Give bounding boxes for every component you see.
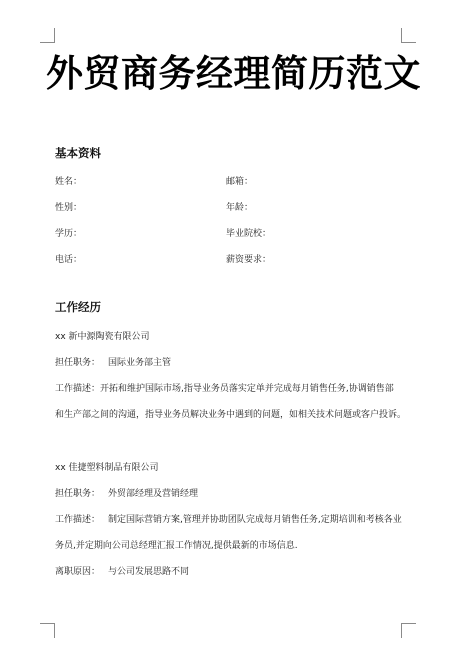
salary-label: 薪资要求： [226, 255, 272, 265]
school-label: 毕业院校： [226, 229, 272, 239]
job-2-position-label: 担任职务： [55, 489, 101, 499]
document-title: 外贸商务经理简历范文 [46, 52, 421, 95]
name-label: 姓名： [55, 177, 83, 187]
job-2-description-label: 工作描述： [55, 515, 101, 525]
job-2-description-line-1 [55, 512, 402, 525]
job-1-description-line-1 [55, 381, 394, 394]
job-1-position-line [55, 355, 171, 368]
job-1-position-label: 担任职务： [55, 358, 101, 368]
crop-mark-bottom-left [40, 623, 55, 638]
crop-mark-top-right [401, 28, 416, 43]
email-label: 邮箱： [226, 177, 254, 187]
crop-mark-bottom-right [401, 623, 416, 638]
job-2-description-line-2: 务员,并定期向公司总经理汇报工作情况,提供最新的市场信息. [55, 541, 298, 551]
job-2-company: xx 佳捷塑料制品有限公司 [55, 463, 159, 473]
job-1-description-line-2: 和生产部之间的沟通，指导业务员解决业务中遇到的问题，如相关技术问题或客户投诉。 [55, 410, 407, 420]
section-heading-basic-info: 基本资料 [55, 146, 101, 160]
job-2-description-text-1: 制定国际营销方案,管理并协助团队完成每月销售任务,定期培训和考核各业 [108, 515, 402, 525]
job-2-position-line [55, 486, 198, 499]
education-label: 学历： [55, 229, 83, 239]
gender-label: 性别： [55, 203, 83, 213]
age-label: 年龄： [226, 203, 254, 213]
job-1-description-label: 工作描述： [55, 384, 101, 394]
job-2-leave-reason-line [55, 564, 189, 577]
job-1-position-value: 国际业务部主管 [108, 358, 172, 368]
section-heading-work-experience: 工作经历 [55, 300, 101, 314]
crop-mark-top-left [40, 28, 55, 43]
job-1-description-text-1: 开拓和维护国际市场,指导业务员落实定单并完成每月销售任务,协调销售部 [100, 384, 394, 394]
job-2-leave-reason-value: 与公司发展思路不同 [108, 567, 190, 577]
job-2-position-value: 外贸部经理及营销经理 [108, 489, 199, 499]
phone-label: 电话： [55, 255, 83, 265]
job-2-leave-reason-label: 离职原因： [55, 567, 101, 577]
job-1-company: xx 新中源陶瓷有限公司 [55, 332, 150, 342]
